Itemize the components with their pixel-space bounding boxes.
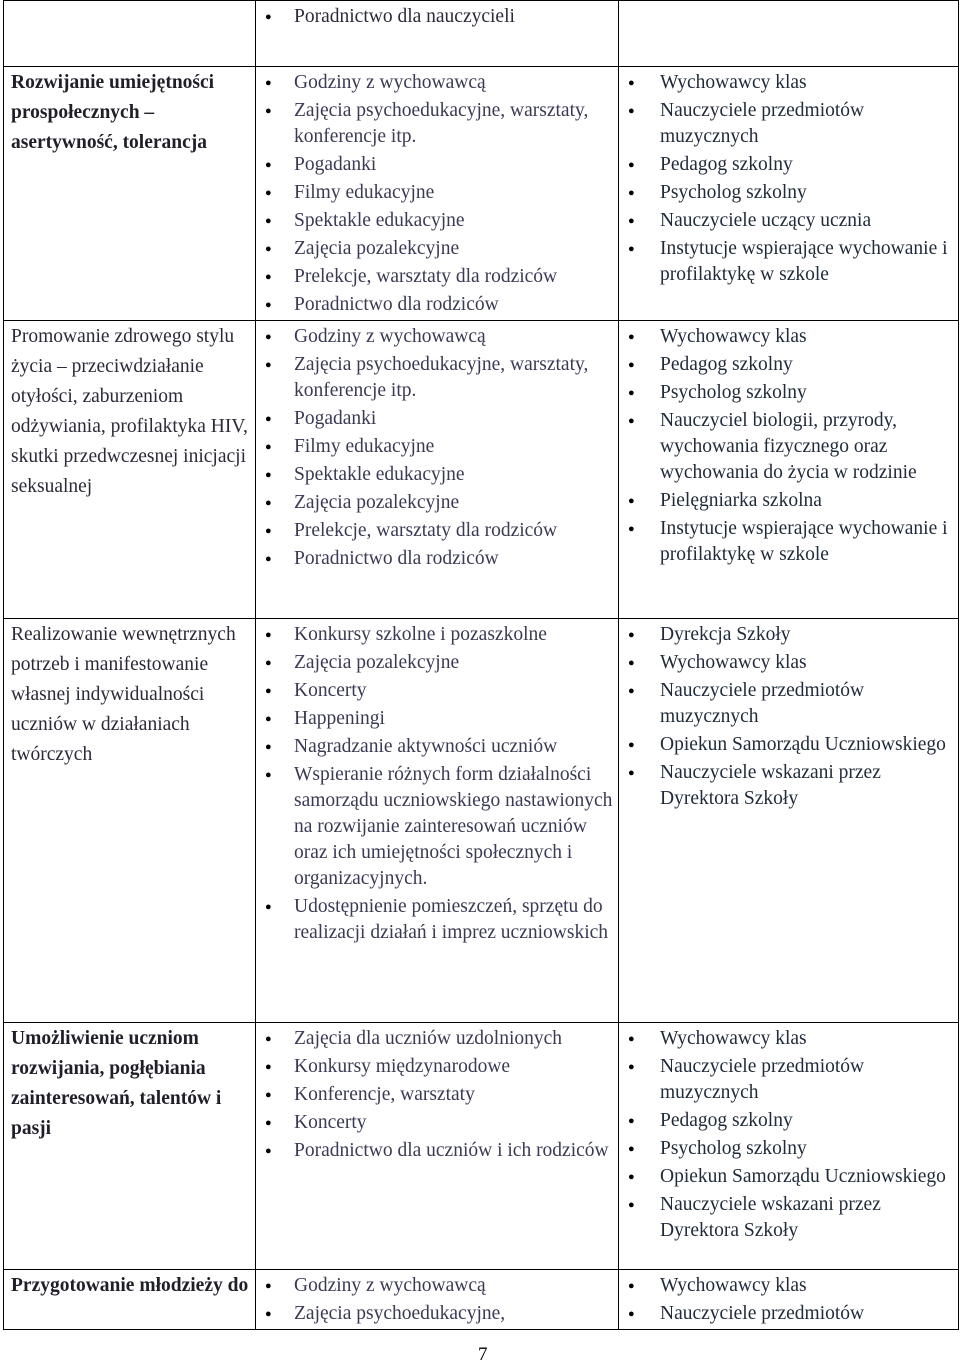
- list-item: ● Filmy edukacyjne: [256, 434, 614, 460]
- list-item: ● Opiekun Samorządu Uczniowskiego: [619, 732, 954, 758]
- list-item: ● Nauczyciele przedmiotów muzycznych: [619, 98, 954, 150]
- list-item: ● Instytucje wspierające wychowanie i profilaktykę w szkole: [619, 516, 954, 568]
- list-item: ● Poradnictwo dla nauczycieli: [256, 4, 614, 30]
- list-item: ● Godziny z wychowawcą: [256, 1273, 614, 1299]
- list-item: ● Wychowawcy klas: [619, 70, 954, 96]
- list-item: ● Godziny z wychowawcą: [256, 324, 614, 350]
- activities-list: [256, 1273, 614, 1327]
- list-item: ● Zajęcia dla uczniów uzdolnionych: [256, 1026, 614, 1052]
- table-row: [4, 321, 959, 619]
- responsible-list: [619, 324, 954, 568]
- list-item: ● Konkursy szkolne i pozaszkolne: [256, 622, 614, 648]
- list-item: ● Godziny z wychowawcą: [256, 70, 614, 96]
- list-item: ● Instytucje wspierające wychowanie i profilaktykę w szkole: [619, 236, 954, 288]
- list-item: ● Nauczyciel biologii, przyrody, wychowania fizycznego oraz wychowania do życia w rodzinie: [619, 408, 954, 486]
- activities-cell: [256, 619, 619, 1023]
- topic-text: Promowanie zdrowego stylu życia – przeciwdziałanie otyłości, zaburzeniom odżywiania, profilaktyka HIV, skutki przedwczesnej inicjacji seksualnej: [11, 326, 248, 497]
- activities-list: [256, 622, 614, 946]
- list-item: ● Konferencje, warsztaty: [256, 1082, 614, 1108]
- list-item: ● Poradnictwo dla rodziców: [256, 292, 614, 318]
- list-item: ● Filmy edukacyjne: [256, 180, 614, 206]
- responsible-list: [619, 70, 954, 288]
- table-row: [4, 1270, 959, 1330]
- list-item: ● Nagradzanie aktywności uczniów: [256, 734, 614, 760]
- list-item: ● Pielęgniarka szkolna: [619, 488, 954, 514]
- list-item: ● Prelekcje, warsztaty dla rodziców: [256, 264, 614, 290]
- list-item: ● Pedagog szkolny: [619, 1108, 954, 1134]
- activities-cell: [256, 1023, 619, 1270]
- list-item: ● Poradnictwo dla rodziców: [256, 546, 614, 572]
- responsible-cell: [619, 321, 959, 619]
- list-item: ● Opiekun Samorządu Uczniowskiego: [619, 1164, 954, 1190]
- topic-cell: [4, 1270, 256, 1330]
- list-item: ● Pogadanki: [256, 152, 614, 178]
- activities-list: [256, 4, 614, 30]
- topic-cell: [4, 67, 256, 321]
- table-row: [4, 619, 959, 1023]
- responsible-list: [619, 1273, 954, 1327]
- responsible-cell: [619, 1270, 959, 1330]
- list-item: ● Nauczyciele przedmiotów: [619, 1301, 954, 1327]
- page-number: 7: [478, 1344, 488, 1365]
- topic-text: Przygotowanie młodzieży do: [11, 1275, 249, 1296]
- topic-cell: [4, 1023, 256, 1270]
- list-item: ● Nauczyciele przedmiotów muzycznych: [619, 678, 954, 730]
- topic-text: Realizowanie wewnętrznych potrzeb i manifestowanie własnej indywidualności uczniów w działaniach twórczych: [11, 624, 236, 765]
- list-item: ● Psycholog szkolny: [619, 180, 954, 206]
- activities-list: [256, 324, 614, 572]
- list-item: ● Dyrekcja Szkoły: [619, 622, 954, 648]
- list-item: ● Zajęcia psychoedukacyjne,: [256, 1301, 614, 1327]
- list-item: ● Koncerty: [256, 1110, 614, 1136]
- activities-table: [3, 0, 959, 1330]
- topic-cell: [4, 619, 256, 1023]
- table-row: [4, 67, 959, 321]
- list-item: ● Nauczyciele wskazani przez Dyrektora Szkoły: [619, 760, 954, 812]
- activities-cell: [256, 1, 619, 67]
- list-item: ● Wychowawcy klas: [619, 1273, 954, 1299]
- list-item: ● Nauczyciele przedmiotów muzycznych: [619, 1054, 954, 1106]
- activities-cell: [256, 321, 619, 619]
- activities-table-page: [3, 0, 958, 1330]
- responsible-cell: [619, 67, 959, 321]
- list-item: ● Psycholog szkolny: [619, 380, 954, 406]
- activities-list: [256, 1026, 614, 1164]
- list-item: ● Zajęcia psychoedukacyjne, warsztaty, konferencje itp.: [256, 352, 614, 404]
- list-item: ● Zajęcia pozalekcyjne: [256, 236, 614, 262]
- list-item: ● Zajęcia psychoedukacyjne, warsztaty, konferencje itp.: [256, 98, 614, 150]
- list-item: ● Nauczyciele uczący ucznia: [619, 208, 954, 234]
- list-item: ● Koncerty: [256, 678, 614, 704]
- list-item: ● Happeningi: [256, 706, 614, 732]
- list-item: ● Spektakle edukacyjne: [256, 208, 614, 234]
- table-row: [4, 1, 959, 67]
- list-item: ● Zajęcia pozalekcyjne: [256, 490, 614, 516]
- topic-cell: [4, 321, 256, 619]
- list-item: ● Pedagog szkolny: [619, 352, 954, 378]
- topic-text: Rozwijanie umiejętności prospołecznych – asertywność, tolerancja: [11, 72, 215, 153]
- list-item: ● Pogadanki: [256, 406, 614, 432]
- list-item: ● Wychowawcy klas: [619, 324, 954, 350]
- list-item: ● Poradnictwo dla uczniów i ich rodziców: [256, 1138, 614, 1164]
- activities-cell: [256, 67, 619, 321]
- responsible-list: [619, 622, 954, 812]
- list-item: ● Psycholog szkolny: [619, 1136, 954, 1162]
- topic-cell: [4, 1, 256, 67]
- responsible-cell: [619, 1, 959, 67]
- list-item: ● Prelekcje, warsztaty dla rodziców: [256, 518, 614, 544]
- list-item: ● Udostępnienie pomieszczeń, sprzętu do realizacji działań i imprez uczniowskich: [256, 894, 614, 946]
- topic-text: Umożliwienie uczniom rozwijania, pogłębiania zainteresowań, talentów i pasji: [11, 1028, 222, 1139]
- table-row: [4, 1023, 959, 1270]
- activities-cell: [256, 1270, 619, 1330]
- list-item: ● Spektakle edukacyjne: [256, 462, 614, 488]
- list-item: ● Konkursy międzynarodowe: [256, 1054, 614, 1080]
- list-item: ● Wychowawcy klas: [619, 1026, 954, 1052]
- activities-list: [256, 70, 614, 318]
- list-item: ● Pedagog szkolny: [619, 152, 954, 178]
- responsible-cell: [619, 1023, 959, 1270]
- responsible-cell: [619, 619, 959, 1023]
- list-item: ● Wspieranie różnych form działalności samorządu uczniowskiego nastawionych na rozwijanie zainteresowań uczniów oraz ich umiejętności społecznych i organizacyjnych.: [256, 762, 614, 892]
- list-item: ● Nauczyciele wskazani przez Dyrektora Szkoły: [619, 1192, 954, 1244]
- responsible-list: [619, 1026, 954, 1244]
- list-item: ● Zajęcia pozalekcyjne: [256, 650, 614, 676]
- list-item: ● Wychowawcy klas: [619, 650, 954, 676]
